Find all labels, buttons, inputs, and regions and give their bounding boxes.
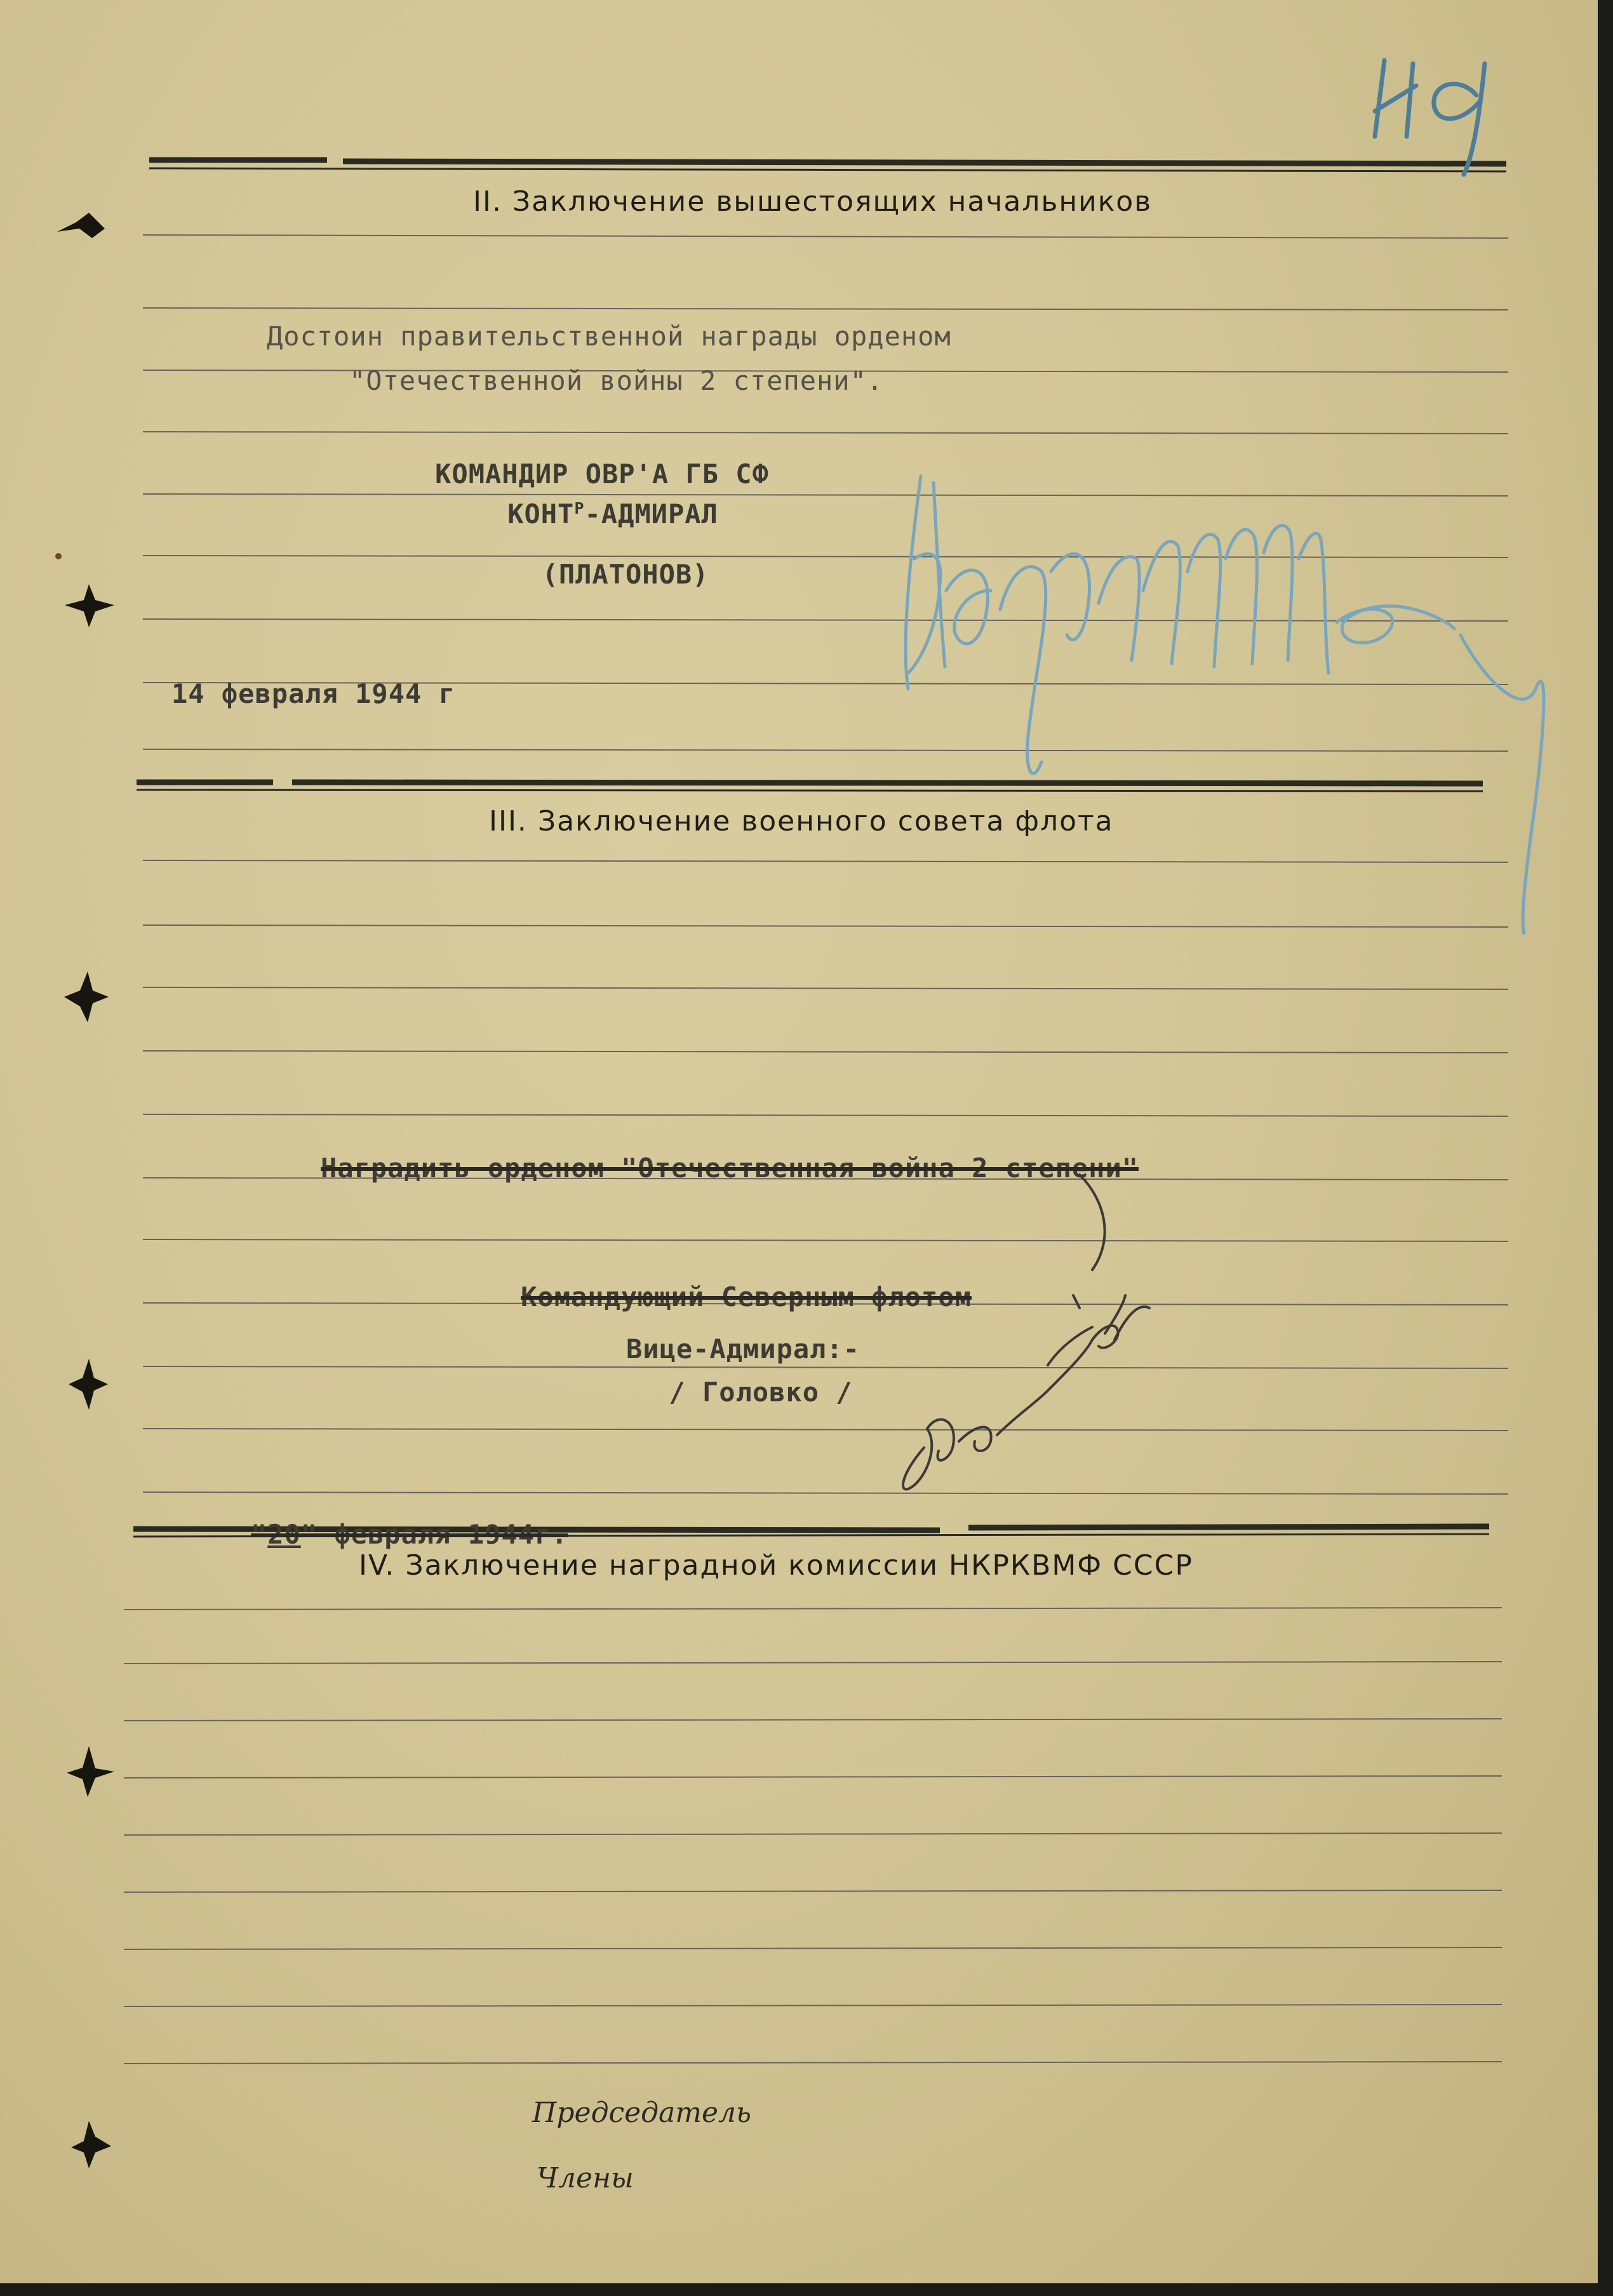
section-2-signer-rank [507,498,718,530]
section-3-date-day: 20 [267,1519,301,1550]
section-3-signer-rank: Вице-Адмирал:- [626,1333,860,1365]
section-2-conclusion-line2: "Отечественной войны 2 степени". [349,365,884,396]
section-2-signer-title: КОМАНДИР ОВР'А ГБ СФ [435,458,769,490]
chairman-label: Председатель [532,2097,751,2129]
section-3-date-rest: февраля 1944г. [334,1519,568,1550]
binding-hole-1 [57,213,105,238]
section-4-title: IV. Заключение наградной комиссии НКРКВМФ СССР [359,1549,1193,1582]
binding-hole-2 [65,584,114,627]
members-label: Члены [537,2162,634,2194]
binding-hole-3 [64,971,109,1022]
section-2-title: II. Заключение вышестоящих начальников [473,185,1153,218]
binding-hole-4 [69,1359,108,1410]
signer-rank-prefix: КОНТ [507,498,575,530]
section-3-title: III. Заключение военного совета флота [489,805,1114,838]
binding-hole-5 [67,1746,114,1797]
section-3-signer-title: Командующий Северным флотом [521,1281,972,1312]
section-2-date: 14 февраля 1944 г [171,678,455,709]
section-3-signer-name: / Головко / [669,1377,853,1408]
section-3-decision: Наградить орденом "Отечественная война 2 степени" [321,1152,1139,1184]
signer-rank-suffix: -АДМИРАЛ [584,498,718,530]
section-2-conclusion-line1: Достоин правительственной награды орденом [267,321,951,352]
binding-hole-6 [71,2121,111,2168]
section-3-date: "20" февраля 1944г. [251,1519,568,1550]
section-2-signer-name: (ПЛАТОНОВ) [542,559,709,590]
signer-rank-sup: Р [574,499,585,517]
